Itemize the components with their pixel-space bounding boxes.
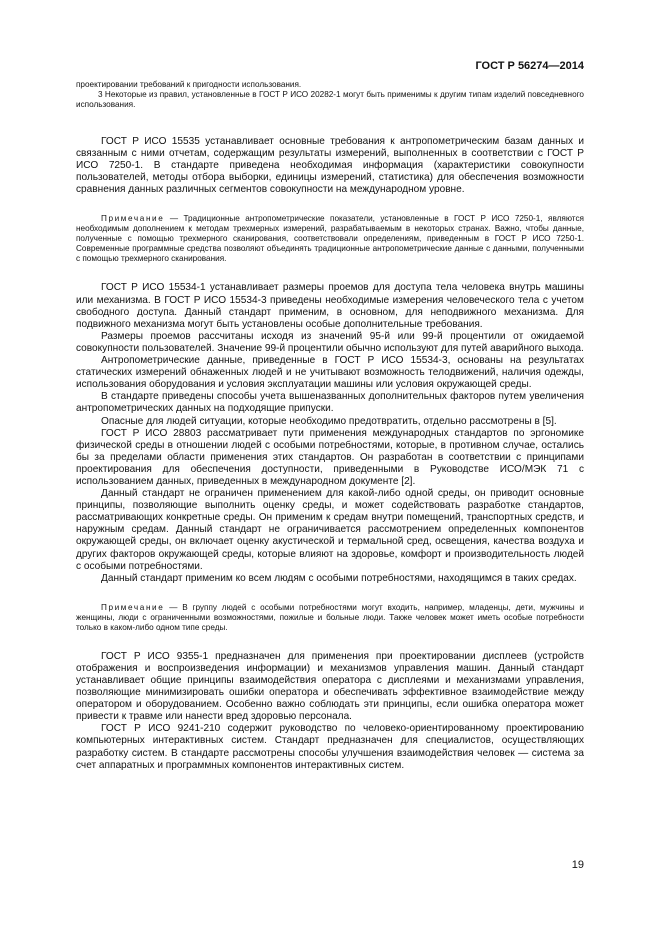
- note-text: В группу людей с особыми потребностями могут входить, например, младенцы, дети, мужчины и женщины, люди с ограниченными возможностями, пожилые и больные люди. Также человек может иметь особые потребности только в каком-либо одном типе среды.: [76, 602, 584, 632]
- page-content: [76, 80, 584, 772]
- paragraph: Антропометрические данные, приведенные в ГОСТ Р ИСО 15534-3, основаны на результатах статических измерений обнаженных людей и не учитывают возможность телодвижений, наличия одежды, использования оборудования и условия эксплуатации машины или условия окружающей среды.: [76, 355, 584, 391]
- paragraph-iso-15535: ГОСТ Р ИСО 15535 устанавливает основные требования к антропометрическим базам данных и связанным с ними отчетам, содержащим результаты измерений, выполненных в соответствии с ГОСТ Р ИСО 7250-1. В стандарте приведена необходимая информация (характеристики совокупности пользователей, методы отбора выборки, единицы измерений, статистика) для обеспечения возможности сравнения данных различных сегментов совокупности на международном уровне.: [76, 136, 584, 196]
- note-anthropometric: [76, 214, 584, 264]
- paragraph: ГОСТ Р ИСО 9355-1 предназначен для применения при проектировании дисплеев (устройств отображения и воспроизведения информации) и механизмов управления машин. Данный стандарт устанавливает общие принципы взаимодействия оператора с дисплеями и механизмами управления, позволяющие минимизировать ошибки оператора и обеспечивать эффективное взаимодействие между оператором и оборудованием. Особенно важно соблюдать эти принципы, если ошибка оператора может привести к травме или нанести вред здоровью персонала.: [76, 650, 584, 723]
- paragraph: В стандарте приведены способы учета вышеназванных дополнительных факторов путем увеличения антропометрических данных на подходящие припуски.: [76, 391, 584, 415]
- note-dash: —: [164, 602, 183, 612]
- paragraph: ГОСТ Р ИСО 9241-210 содержит руководство по человеко-ориентированному проектированию компьютерных интерактивных систем. Стандарт предназначен для специалистов, осуществляющих разработку систем. В стандарте рассмотрены способы улучшения взаимодействия человек — система за счет аппаратных и программных компонентов интерактивных систем.: [76, 723, 584, 771]
- paragraph: Данный стандарт применим ко всем людям с особыми потребностями, находящимся в таких средах.: [101, 572, 577, 584]
- paragraph: Размеры проемов рассчитаны исходя из значений 95-й или 99-й процентили от ожидаемой совокупности пользователей. Значение 99-й процентили обычно используют для путей аварийного выхода.: [76, 330, 584, 354]
- paragraph: ГОСТ Р ИСО 15534-1 устанавливает размеры проемов для доступа тела человека внутрь машины или механизма. В ГОСТ Р ИСО 15534-3 приведены необходимые измерения человеческого тела с учетом свободного доступа. Данный стандарт применим, в основном, для неподвижного механизма. Для подвижного механизма могут быть установлены особые дополнительные требования.: [76, 282, 584, 330]
- note-label: Примечание: [101, 214, 165, 224]
- note-text: Традиционные антропометрические показатели, установленные в ГОСТ Р ИСО 7250-1, являются необходимым дополнением к методам трехмерных измерений, разрабатываемым в некоторых странах. Важно, чтобы данные, полученные с помощью трехмерного сканирования, соответствовали определениям, приведенным в ГОСТ Р ИСО 7250-1. Современные программные средства позволяют объединять традиционные антропометрические данные с данными, полученными с помощью трехмерного сканирования.: [76, 214, 584, 264]
- page-number: 19: [571, 859, 584, 871]
- note-dash: —: [164, 214, 184, 224]
- standard-header: ГОСТ Р 56274—2014: [475, 60, 584, 72]
- section-iso-15534-28803: [76, 282, 584, 584]
- note-3: 3 Некоторые из правил, установленные в ГОСТ Р ИСО 20282-1 могут быть применимы к другим типам изделий повседневного использования.: [76, 90, 584, 109]
- paragraph: Данный стандарт не ограничен применением для какой-либо одной среды, он приводит основные принципы, позволяющие выполнить оценку среды, и может содействовать разработке стандартов, рассматривающих конкретные среды. Он применим к средам внутри помещений, транспортных средств, и наружным средам. Данный стандарт не ограничивается рассмотрением определенных компонентов окружающей среды, он включает оценку акустической и термальной сред, освещения, качества воздуха и других факторов окружающей среды, которые влияют на здоровье, комфорт и производительность людей с особыми потребностями.: [76, 488, 584, 572]
- continuation-text: проектировании требований к пригодности использования.: [76, 80, 302, 89]
- note-label: Примечание: [101, 602, 165, 612]
- paragraph: Опасные для людей ситуации, которые необходимо предотвратить, отдельно рассмотрены в [5].: [101, 415, 557, 427]
- paragraph: ГОСТ Р ИСО 28803 рассматривает пути применения международных стандартов по эргономике физической среды в отношении людей с особыми потребностями, которые, в противном случае, остались бы за пределами области применения этих стандартов. Он разработан в соответствии с принципами проектирования для обеспечения доступности, приведенными в Руководстве ИСО/МЭК 71 с использованием данных, приведенных в международном документе [2].: [76, 427, 584, 487]
- note-special-needs: [76, 603, 584, 633]
- section-iso-9355-9241: [76, 651, 584, 772]
